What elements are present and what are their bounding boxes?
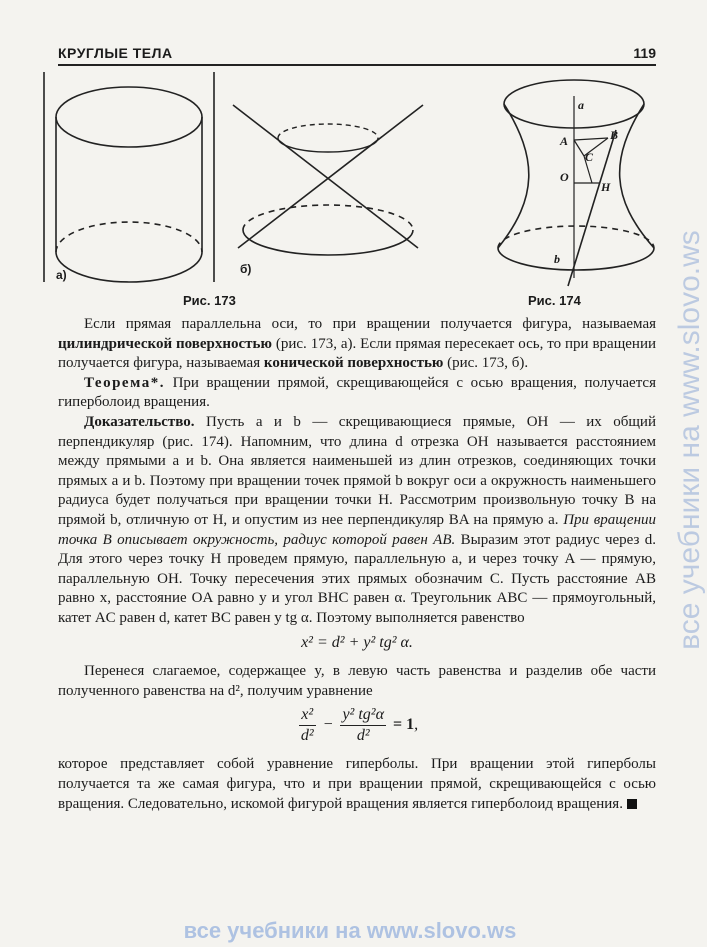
- fig174-label-H: H: [601, 180, 611, 194]
- paragraph-transform: Перенеся слагаемое, содержащее y, в левую часть равенства и разделив обе части полученного равенства на d², получим уравнение: [58, 663, 656, 699]
- main-text: [58, 315, 656, 814]
- formula-1: x² = d² + y² tg² α.: [301, 633, 413, 651]
- figure-173-cylinder: [40, 72, 220, 287]
- paragraph-proof: Доказательство. Пусть a и b — скрещивающиеся прямые, OH — их общий перпендикуляр (рис. 174). Напомним, что длина d отрезка OH называется расстоянием между прямыми a и b. Она является наименьшей из длин отрезков, соединяющих точки прямых a и b. Поэтому при вращении точек прямой b вокруг оси a окружность наименьшего радиуса будет получаться при вращении точки H. Рассмотрим произвольную точку B на прямой b, отличную от H, и опустим из нее перпендикуляр BA на прямую a. При вращении точка B описывает окружность, радиус которой равен AB. Выразим этот радиус через d. Для этого через точку H проведем прямую, параллельную a, и через точку A — прямую, параллельную OH. Точку пересечения этих прямых обозначим C. Пусть расстояние AB равно x, расстояние OA равно y и угол BHC равен α. Треугольник ABC — прямоугольный, катет AC равен d, катет BC равен y tg α. Поэтому выполняется равенство: [58, 413, 657, 626]
- fig174-label-a: a: [578, 98, 584, 112]
- figure-173-cone: [228, 100, 428, 270]
- paragraph-theorem: Теорема*. При вращении прямой, скрещивающейся с осью вращения, получается гиперболоид вращения.: [58, 374, 656, 411]
- fig174-label-C: C: [585, 150, 594, 164]
- chapter-title: КРУГЛЫЕ ТЕЛА: [58, 45, 173, 61]
- figure-173a-label: а): [56, 268, 67, 282]
- paragraph-conclusion: которое представляет собой уравнение гиперболы. При вращении этой гиперболы получается та же самая фигура, что и при вращении прямой, скрещивающейся с осью вращения. Следовательно, искомой фигурой вращения является гиперболоид вращения.: [58, 756, 656, 812]
- page-number: 119: [633, 45, 656, 61]
- paragraph-surfaces: Если прямая параллельна оси, то при вращении получается фигура, называемая цилиндрической поверхностью (рис. 173, а). Если прямая пересекает ось, то при вращении получается фигура, называемая конической поверхностью (рис. 173, б).: [58, 316, 657, 372]
- qed-square-icon: [627, 799, 637, 809]
- fig174-label-O: O: [560, 170, 569, 184]
- figure-173b-label: б): [240, 262, 252, 276]
- theorem-label: Теорема*.: [84, 374, 165, 391]
- fraction-x-d: $\frac{\text{x²}}{\text{d²}}$: [300, 706, 314, 744]
- term-conical-surface: конической поверхностью: [263, 355, 444, 372]
- fraction-y-d: $\frac{\text{y² tg²α}}{\text{d²}}$: [342, 706, 384, 744]
- proof-label: Доказательство.: [84, 413, 195, 430]
- watermark-bottom: все учебники на www.slovo.ws: [183, 918, 517, 943]
- fig174-label-b: b: [554, 252, 560, 266]
- page-header: [58, 45, 656, 67]
- term-cylindrical-surface: цилиндрической поверхностью: [58, 335, 272, 352]
- header-rule: [58, 64, 656, 66]
- formula-2: $\frac{\text{x²}}{\text{d²}}$ − $\frac{\text{y² tg²α}}{\text{d²}}$ = 1,: [300, 706, 419, 744]
- fig174-label-A: A: [560, 134, 569, 148]
- watermark-side: все учебники на www.slovo.ws: [673, 230, 706, 650]
- figure-174-caption: Рис. 174: [528, 293, 581, 308]
- proof-italic-statement: При вращении точка B описывает окружность, радиус которой равен AB.: [58, 511, 657, 548]
- fig174-label-B: B: [610, 128, 619, 142]
- figure-173-caption: Рис. 173: [183, 293, 236, 308]
